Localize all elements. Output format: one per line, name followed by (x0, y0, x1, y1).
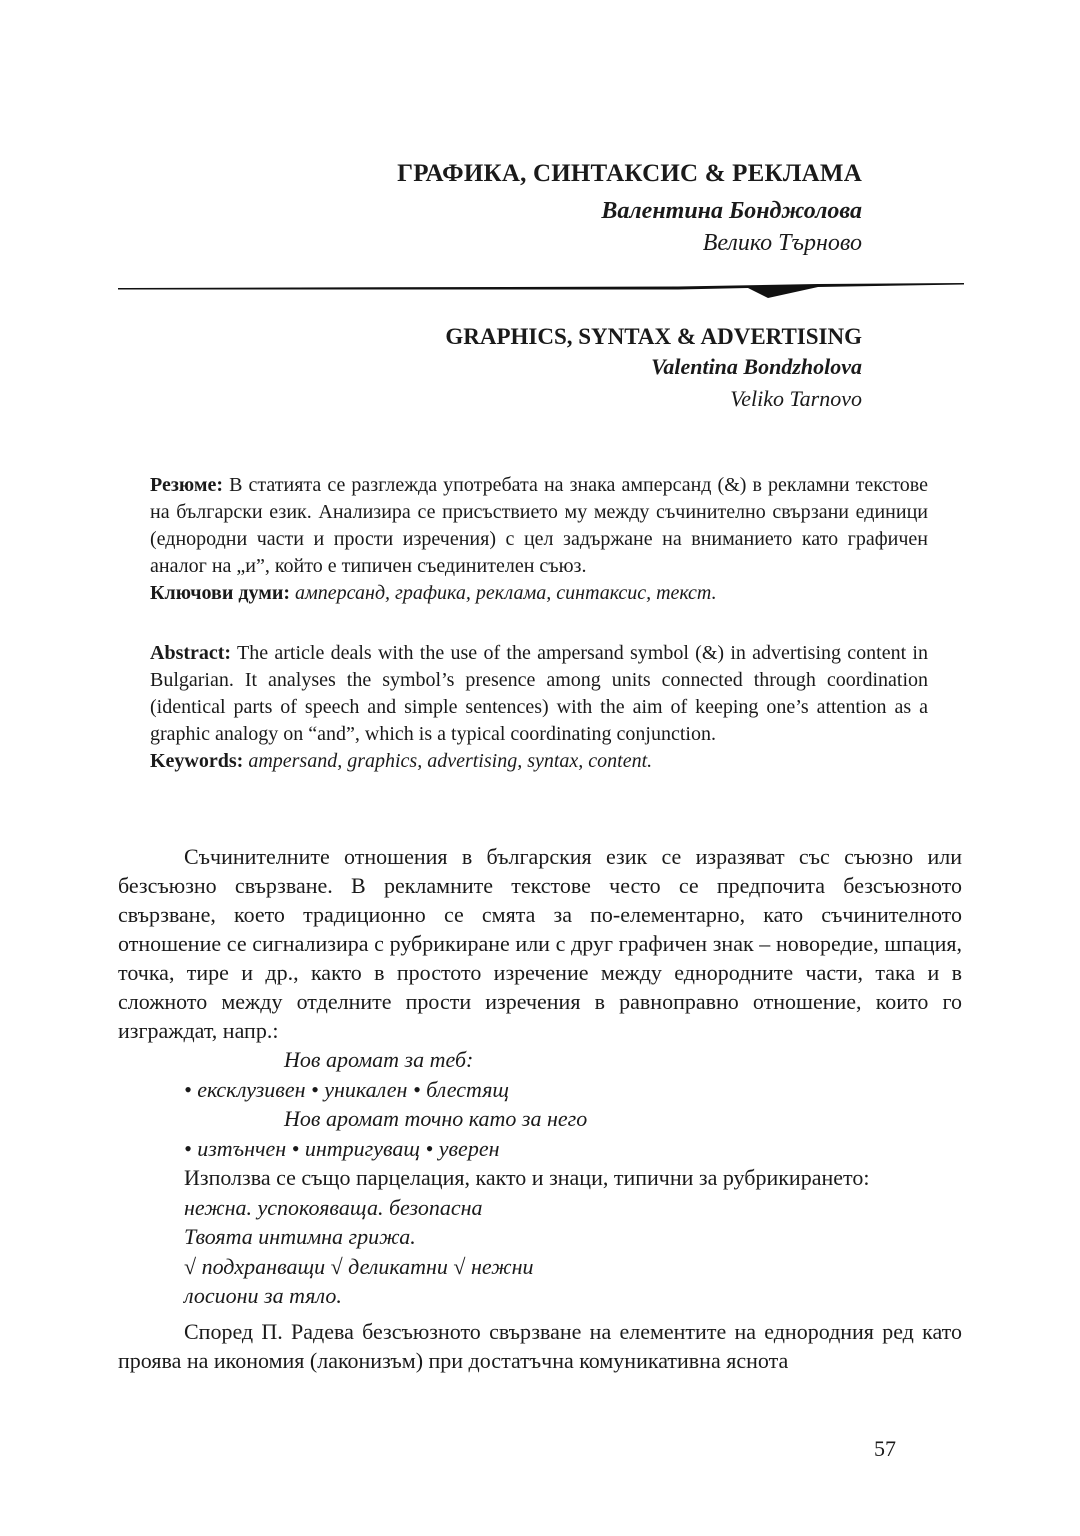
example-line-8: лосиони за тяло. (184, 1283, 342, 1308)
keywords-bg (150, 580, 928, 607)
author-bg: Валентина Бонджолова (601, 198, 862, 224)
body-paragraph-1-text: Съчинителните отношения в българския език се изразяват със съюзно или безсъюзно свързване. В рекламните текстове често се предпочита безсъюзното свързване, което традиционно се смята за по-елементарно, като съчинителното отношение се сигнализира с рубрикиране или с друг графичен знак – новоредие, шпация, точка, тире и др., както в простото изречение между еднородните части, така и в сложното между отделните прости изречения в равноправно отношение, които го изграждат, напр.: (118, 844, 962, 1043)
example-line-3: Нов аромат точно като за него (284, 1106, 588, 1131)
keywords-bg-label: Ключови думи: (150, 582, 291, 604)
example-line-7: √ подхранващи √ деликатни √ нежни (184, 1254, 534, 1279)
abstract-bg-label: Резюме: (150, 474, 224, 496)
abstract-bg-text: В статията се разглежда употребата на знака амперсанд (&) в рекламни текстове на български език. Анализира се присъствието му между съчинително свързани единици (еднородни части и прости изречения) с цел задържане на вниманието като графичен аналог на „и”, който е типичен съединителен съюз. (150, 474, 928, 577)
title-bg: ГРАФИКА, СИНТАКСИС & РЕКЛАМА (397, 160, 862, 187)
body-paragraph-2: Използва се също парцелация, както и знаци, типични за рубрикирането: (184, 1165, 870, 1190)
example-line-4: • изтънчен • интригуващ • уверен (184, 1136, 500, 1161)
abstract-bg-paragraph (150, 472, 928, 580)
example-line-6: Твоята интимна грижа. (184, 1224, 416, 1249)
title-divider (118, 280, 964, 302)
example-line-5: нежна. успокояваща. безопасна (184, 1195, 483, 1220)
body-paragraph-1 (118, 842, 962, 1045)
body-paragraph-3-text: Според П. Радева безсъюзното свързване на елементите на еднородния ред като проява на икономия (лаконизъм) при достатъчна комуникативна яснота (118, 1319, 962, 1373)
place-en: Veliko Tarnovo (730, 386, 862, 411)
title-en: GRAPHICS, SYNTAX & ADVERTISING (445, 324, 862, 349)
page-number: 57 (874, 1436, 896, 1461)
place-bg: Велико Търново (702, 230, 862, 256)
keywords-en-label: Keywords: (150, 750, 244, 772)
body-paragraph-3 (118, 1317, 962, 1375)
example-line-1: Нов аромат за теб: (284, 1047, 474, 1072)
abstract-en (150, 640, 928, 775)
abstract-en-text: The article deals with the use of the ampersand symbol (&) in advertising content in Bulgarian. It analyses the symbol’s presence among units connected through coordination (identical parts of speech and simple sentences) with the aim of keeping one’s attention as a graphic analogy on “and”, which is a typical coordinating conjunction. (150, 642, 928, 745)
example-line-2: • ексклузивен • уникален • блестящ (184, 1077, 510, 1102)
abstract-en-paragraph (150, 640, 928, 748)
keywords-bg-text: амперсанд, графика, реклама, синтаксис, текст. (290, 582, 717, 604)
abstract-en-label: Abstract: (150, 642, 232, 664)
abstract-bg (150, 472, 928, 607)
author-en: Valentina Bondzholova (651, 354, 862, 379)
keywords-en (150, 748, 928, 775)
keywords-en-text: ampersand, graphics, advertising, syntax, content. (243, 750, 653, 772)
